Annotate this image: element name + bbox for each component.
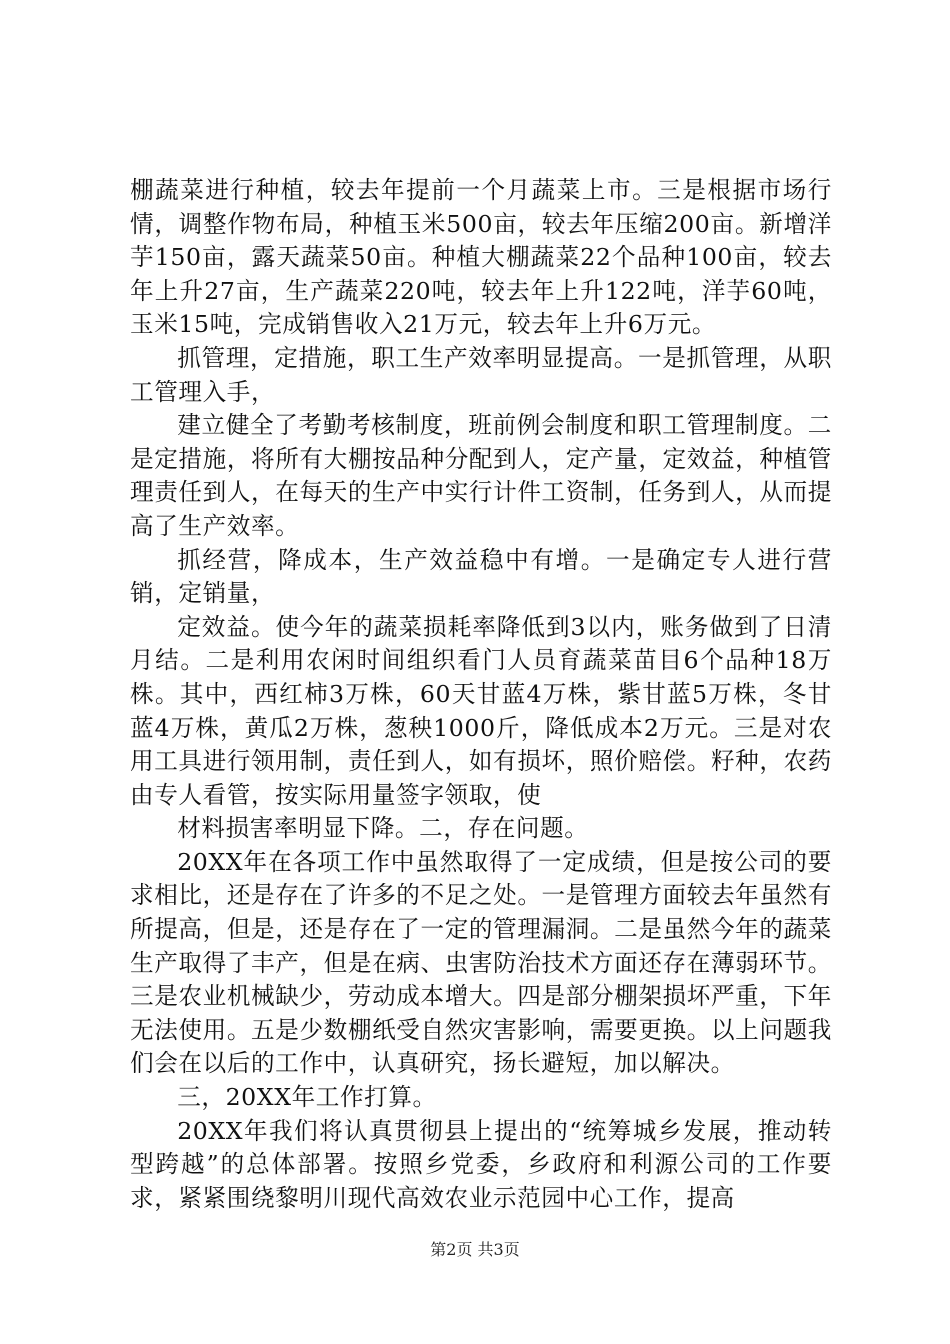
- paragraph-8: 三，20XX年工作打算。: [177, 1083, 437, 1112]
- document-body: [130, 174, 832, 1215]
- page-footer: 第2页 共3页: [430, 1240, 520, 1259]
- paragraph-2: 抓管理，定措施，职工生产效率明显提高。一是抓管理，从职工管理入手，: [130, 343, 832, 406]
- paragraph-4: 抓经营，降成本，生产效益稳中有增。一是确定专人进行营销，定销量，: [130, 545, 832, 608]
- paragraph-7: 20XX年在各项工作中虽然取得了一定成绩，但是按公司的要求相比，还是存在了许多的不足之处。一是管理方面较去年虽然有所提高，但是，还是存在了一定的管理漏洞。二是虽然今年的蔬菜生产取得了丰产，但是在病、虫害防治技术方面还存在薄弱环节。三是农业机械缺少，劳动成本增大。四是部分棚架损坏严重，下年无法使用。五是少数棚纸受自然灾害影响，需要更换。以上问题我们会在以后的工作中，认真研究，扬长避短，加以解决。: [130, 847, 832, 1078]
- paragraph-6: 材料损害率明显下降。二，存在问题。: [177, 814, 589, 843]
- paragraph-5: 定效益。使今年的蔬菜损耗率降低到3以内，账务做到了日清月结。二是利用农闲时间组织看门人员育蔬菜苗目6个品种18万株。其中，西红柿3万株，60天甘蓝4万株，紫甘蓝5万株，冬甘蓝4万株，黄瓜2万株，葱秧1000斤，降低成本2万元。三是对农用工具进行领用制，责任到人，如有损坏，照价赔偿。籽种，农药由专人看管，按实际用量签字领取，使: [130, 612, 832, 809]
- paragraph-9: 20XX年我们将认真贯彻县上提出的“统筹城乡发展，推动转型跨越”的总体部署。按照乡党委，乡政府和利源公司的工作要求，紧紧围绕黎明川现代高效农业示范园中心工作，提高: [130, 1116, 832, 1212]
- paragraph-1: 棚蔬菜进行种植，较去年提前一个月蔬菜上市。三是根据市场行情，调整作物布局，种植玉米500亩，较去年压缩200亩。新增洋芋150亩，露天蔬菜50亩。种植大棚蔬菜22个品种100亩，较去年上升27亩，生产蔬菜220吨，较去年上升122吨，洋芋60吨，玉米15吨，完成销售收入21万元，较去年上升6万元。: [130, 176, 832, 339]
- paragraph-3: 建立健全了考勤考核制度，班前例会制度和职工管理制度。二是定措施，将所有大棚按品种分配到人，定产量，定效益，种植管理责任到人，在每天的生产中实行计件工资制，任务到人，从而提高了生产效率。: [130, 411, 832, 540]
